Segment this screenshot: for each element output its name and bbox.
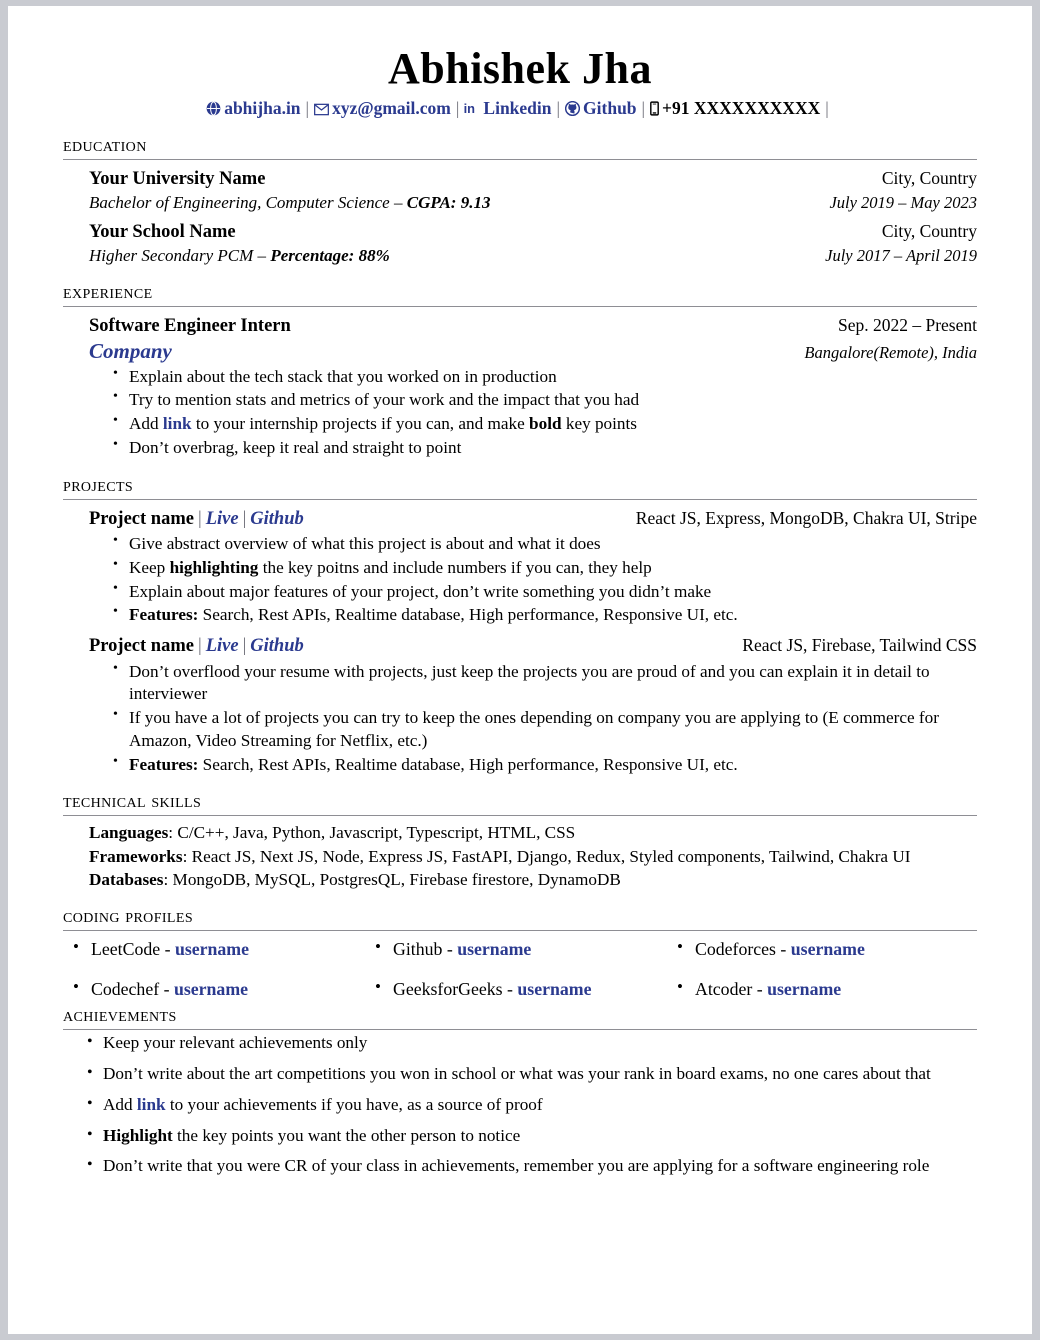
project-entry (63, 507, 977, 627)
section-rule (63, 815, 977, 816)
skill-label: Frameworks (89, 846, 183, 866)
bullet-item (101, 1094, 977, 1117)
bold-text: Features: (129, 754, 199, 774)
contact-label: Github (583, 98, 637, 119)
contact-separator: | (556, 98, 561, 119)
profile-platform: Codechef - (91, 979, 174, 1000)
profile-username[interactable]: username (767, 979, 842, 1000)
experience-role: Software Engineer Intern (89, 315, 291, 336)
project-link-separator: | (242, 508, 247, 529)
skill-label: Databases (89, 870, 164, 890)
project-name: Project name (89, 636, 194, 657)
section-heading-projects: projects (63, 473, 134, 496)
project-link-separator: | (242, 636, 247, 657)
bullet-text: Don’t overbrag, keep it real and straight to point (129, 437, 462, 457)
bullet-item (127, 754, 977, 777)
phone-icon (650, 101, 659, 116)
profile-platform: Atcoder - (695, 979, 768, 1000)
section-rule (63, 159, 977, 160)
profile-username[interactable]: username (174, 939, 250, 960)
profile-username[interactable]: username (173, 979, 249, 1000)
profile-platform: LeetCode - (91, 939, 175, 960)
education-entry (63, 220, 977, 266)
bold-text: bold (529, 414, 562, 434)
bullet-text: Explain about major features of your project, don’t write something you didn’t make (129, 581, 712, 601)
bullet-text: to your internship projects if you can, and make (191, 414, 530, 434)
contact-github[interactable] (565, 98, 637, 118)
contact-separator: | (825, 98, 829, 119)
inline-link[interactable]: link (136, 1094, 166, 1114)
bullet-item (127, 437, 977, 460)
bold-text: Features: (129, 605, 199, 625)
project-link-live[interactable]: Live (205, 636, 239, 657)
experience-location: Bangalore(Remote), India (804, 342, 977, 362)
skill-row (89, 868, 977, 891)
project-title-group (89, 635, 304, 659)
section-rule (63, 1029, 977, 1030)
coding-profile-item[interactable] (675, 979, 977, 1000)
skill-row-list (63, 821, 977, 891)
bullet-text: Keep (129, 557, 170, 577)
bullet-text: Give abstract overview of what this project is about and what it does (129, 534, 601, 554)
degree-score: Percentage: 88% (270, 246, 390, 266)
project-link-separator: | (197, 636, 202, 657)
profile-username[interactable]: username (517, 979, 592, 1000)
achievement-bullet-list (63, 1032, 977, 1178)
contact-globe[interactable] (206, 98, 300, 118)
bullet-item (101, 1155, 977, 1178)
github-icon (565, 101, 580, 116)
degree-text: Bachelor of Engineering, Computer Science – (89, 192, 407, 212)
skill-values: : MongoDB, MySQL, PostgresQL, Firebase firestore, DynamoDB (163, 870, 621, 890)
bullet-text: to your achievements if you have, as a source of proof (165, 1094, 543, 1114)
bullet-text: If you have a lot of projects you can try to keep the ones depending on company you are applying to (E commerce for Amazon, Video Streaming for Netflix, etc.) (129, 708, 939, 750)
profile-platform: GeeksforGeeks - (393, 979, 518, 1000)
envelope-icon (314, 103, 329, 116)
contact-label: +91 XXXXXXXXXX (662, 98, 821, 119)
bullet-text: Don’t write that you were CR of your class in achievements, remember you are applying for a software engineering role (103, 1156, 930, 1176)
bullet-text: Keep your relevant achievements only (103, 1033, 368, 1053)
section-coding-profiles (63, 905, 977, 1000)
profile-username[interactable]: username (457, 939, 532, 960)
section-heading-achievements: achievements (63, 1004, 177, 1027)
project-link-github[interactable]: Github (250, 636, 304, 657)
bullet-text: Search, Rest APIs, Realtime database, High performance, Responsive UI, etc. (198, 754, 738, 774)
bullet-text: Add (129, 414, 163, 434)
education-dates: July 2019 – May 2023 (829, 192, 977, 212)
section-technical-skills (63, 790, 977, 891)
degree-score: CGPA: 9.13 (406, 192, 491, 212)
project-link-separator: | (197, 508, 202, 529)
degree-text: Higher Secondary PCM – (89, 246, 271, 266)
project-list (63, 507, 977, 777)
bullet-text: the key poitns and include numbers if you can, they help (258, 557, 652, 577)
bullet-item (127, 604, 977, 627)
coding-profile-grid (63, 939, 977, 1000)
profile-platform: Codeforces - (695, 939, 791, 960)
coding-profile-item[interactable] (71, 979, 373, 1000)
experience-entry (63, 314, 977, 460)
bold-text: Highlight (103, 1125, 173, 1145)
inline-link[interactable]: link (162, 414, 192, 434)
project-bullet-list (89, 533, 977, 627)
experience-company[interactable]: Company (89, 338, 172, 363)
project-title-group (89, 508, 304, 532)
section-heading-coding-profiles: coding profiles (63, 905, 194, 928)
contact-label: Linkedin (483, 98, 552, 119)
experience-bullet-list (89, 366, 977, 460)
skill-row (89, 845, 977, 868)
bullet-item (101, 1063, 977, 1086)
education-location: City, Country (881, 221, 977, 242)
bullet-item (127, 557, 977, 580)
resume-page (8, 6, 1032, 1334)
skill-values: : C/C++, Java, Python, Javascript, Typescript, HTML, CSS (168, 823, 576, 843)
experience-dates: Sep. 2022 – Present (837, 314, 977, 335)
project-entry (63, 634, 977, 776)
section-heading-experience: experience (63, 280, 153, 303)
education-degree (89, 245, 390, 267)
education-degree (89, 192, 490, 214)
bullet-item (127, 707, 977, 752)
contact-bar (63, 98, 977, 120)
skill-row (89, 821, 977, 844)
bullet-text: Try to mention stats and metrics of your work and the impact that you had (129, 390, 640, 410)
section-rule (63, 499, 977, 500)
coding-profile-item[interactable] (71, 939, 373, 960)
bullet-item (127, 413, 977, 436)
skill-label: Languages (89, 823, 169, 843)
education-institution: Your School Name (89, 222, 236, 243)
section-rule (63, 930, 977, 931)
bullet-item (127, 366, 977, 389)
contact-separator: | (305, 98, 310, 119)
project-link-github[interactable]: Github (250, 508, 304, 529)
bold-text: highlighting (169, 557, 259, 577)
bullet-text: Search, Rest APIs, Realtime database, High performance, Responsive UI, etc. (198, 605, 738, 625)
profile-platform: Github - (393, 939, 458, 960)
bullet-item (127, 389, 977, 412)
contact-linkedin[interactable] (464, 98, 551, 118)
bullet-item (127, 661, 977, 706)
bullet-text: Don’t write about the art competitions you won in school or what was your rank in board exams, no one cares about that (103, 1064, 931, 1084)
bullet-item (127, 581, 977, 604)
education-institution: Your University Name (89, 169, 266, 190)
skill-values: : React JS, Next JS, Node, Express JS, FastAPI, Django, Redux, Styled components, Tailwind, Chakra UI (182, 846, 911, 866)
section-projects (63, 474, 977, 777)
linkedin-icon (464, 101, 480, 116)
page-title: Abhishek Jha (387, 44, 652, 93)
education-entry (63, 167, 977, 213)
section-education (63, 134, 977, 267)
contact-separator: | (641, 98, 646, 119)
education-location: City, Country (881, 168, 977, 189)
contact-label: abhijha.in (224, 98, 301, 119)
section-heading-technical-skills: technical skills (63, 790, 202, 813)
project-bullet-list (89, 661, 977, 777)
svg-text:in: in (464, 101, 476, 117)
section-heading-education: education (63, 134, 147, 157)
section-rule (63, 306, 977, 307)
coding-profile-item[interactable] (373, 939, 675, 960)
bullet-item (127, 533, 977, 556)
education-dates: July 2017 – April 2019 (825, 246, 977, 266)
coding-profile-item[interactable] (675, 939, 977, 960)
section-achievements (63, 1004, 977, 1178)
coding-profile-item[interactable] (373, 979, 675, 1000)
project-tech-stack: React JS, Firebase, Tailwind CSS (742, 635, 977, 656)
bullet-text: Add (103, 1094, 137, 1114)
contact-envelope[interactable] (314, 98, 451, 118)
project-tech-stack: React JS, Express, MongoDB, Chakra UI, Stripe (635, 507, 977, 528)
bullet-text: Explain about the tech stack that you worked on in production (129, 366, 557, 386)
bullet-text: the key points you want the other person to notice (172, 1125, 521, 1145)
bullet-text: Don’t overflood your resume with projects, just keep the projects you are proud of and you can explain it in detail to interviewer (129, 661, 930, 704)
globe-icon (206, 101, 221, 116)
education-entry-list (63, 167, 977, 267)
project-link-live[interactable]: Live (205, 508, 239, 529)
contact-separator: | (455, 98, 460, 119)
contact-label: xyz@gmail.com (332, 98, 451, 119)
contact-phone[interactable] (650, 98, 820, 118)
project-name: Project name (89, 508, 194, 529)
profile-username[interactable]: username (790, 939, 865, 960)
bullet-item (101, 1125, 977, 1148)
bullet-item (101, 1032, 977, 1055)
section-experience (63, 281, 977, 460)
bullet-text: key points (561, 414, 637, 434)
